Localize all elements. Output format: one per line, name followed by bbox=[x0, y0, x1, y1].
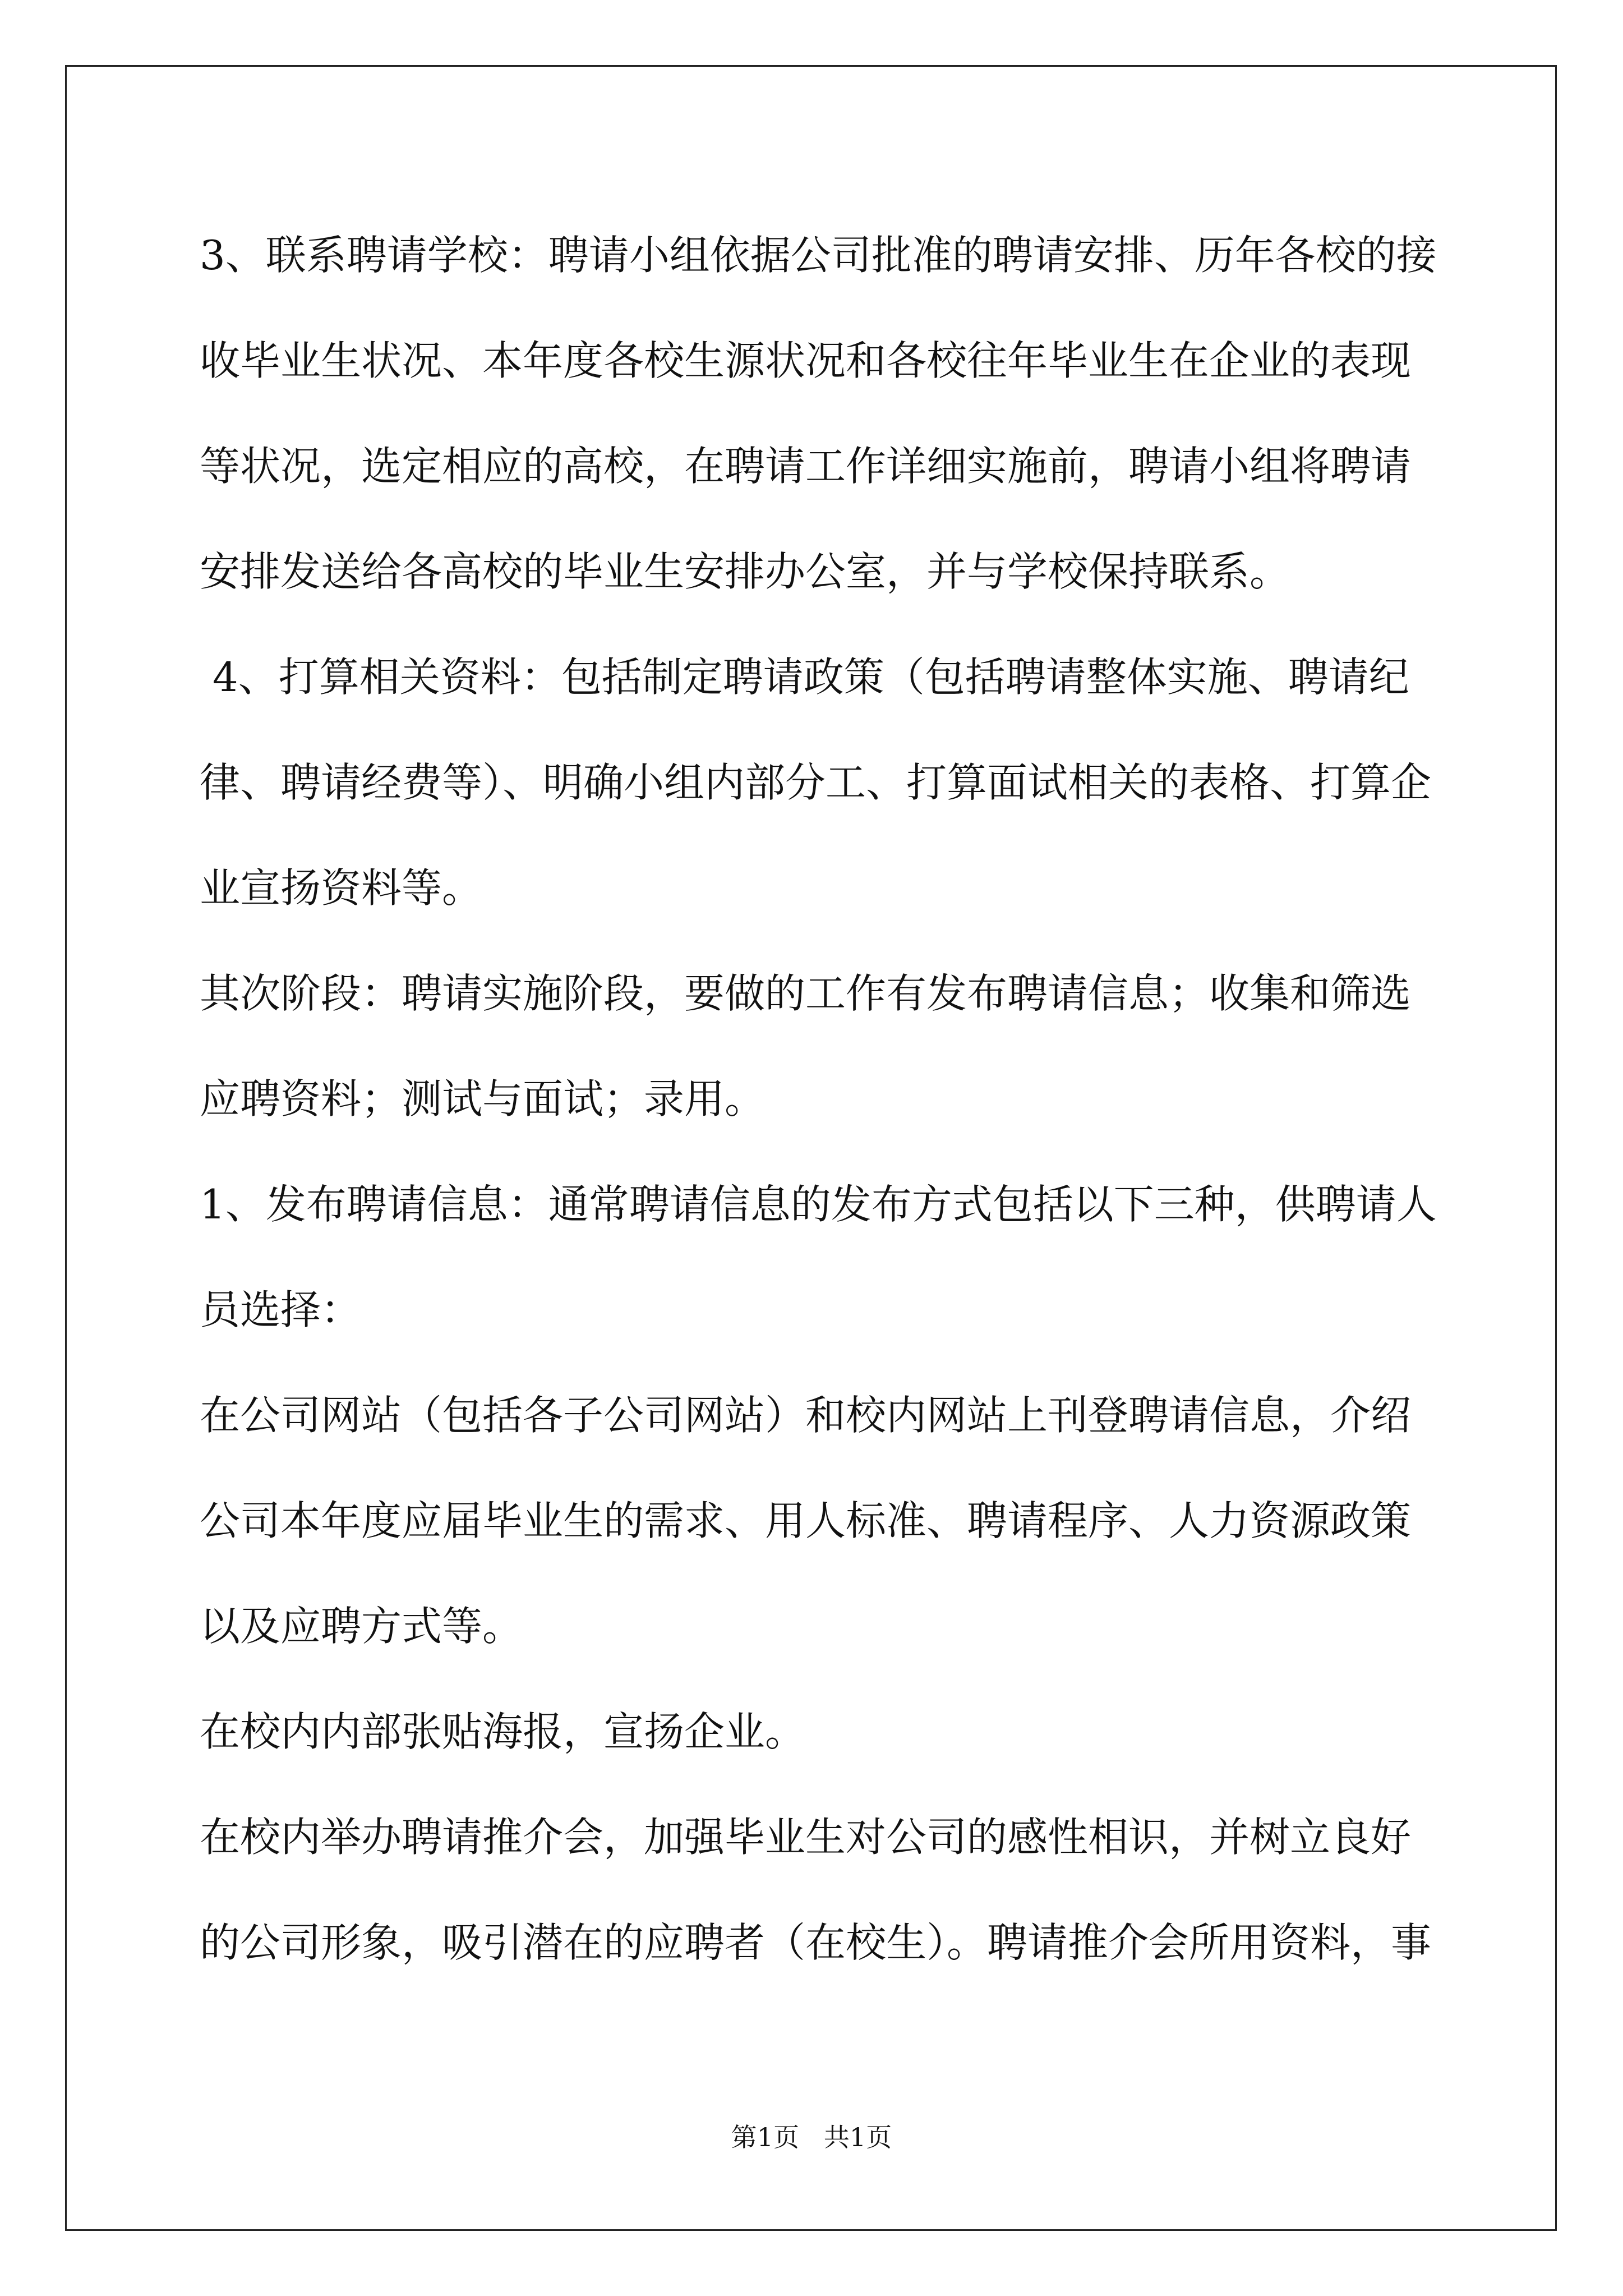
text-line: 律、聘请经费等）、明确小组内部分工、打算面试相关的表格、打算企 bbox=[200, 759, 1432, 806]
text-line: 的公司形象，吸引潜在的应聘者（在校生）。聘请推介会所用资料，事 bbox=[200, 1919, 1432, 1966]
text-line: 等状况，选定相应的高校，在聘请工作详细实施前，聘请小组将聘请 bbox=[200, 443, 1412, 490]
text-line: 其次阶段：聘请实施阶段，要做的工作有发布聘请信息；收集和筛选 bbox=[200, 970, 1412, 1017]
text-line: 3、联系聘请学校：聘请小组依据公司批准的聘请安排、历年各校的接 bbox=[200, 232, 1437, 279]
text-line: 在校内内部张贴海报，宣扬企业。 bbox=[200, 1708, 806, 1755]
text-line: 公司本年度应届毕业生的需求、用人标准、聘请程序、人力资源政策 bbox=[200, 1497, 1412, 1544]
text-line: 员选择： bbox=[200, 1286, 362, 1333]
text-line: 在公司网站（包括各子公司网站）和校内网站上刊登聘请信息，介绍 bbox=[200, 1392, 1412, 1439]
text-line: 1、发布聘请信息：通常聘请信息的发布方式包括以下三种，供聘请人 bbox=[200, 1181, 1437, 1228]
text-line: 业宣扬资料等。 bbox=[200, 864, 483, 912]
text-line: 安排发送给各高校的毕业生安排办公室，并与学校保持联系。 bbox=[200, 548, 1290, 595]
text-line: 应聘资料；测试与面试；录用。 bbox=[200, 1075, 766, 1122]
text-line: 在校内举办聘请推介会，加强毕业生对公司的感性相识，并树立良好 bbox=[200, 1814, 1412, 1861]
text-line: 收毕业生状况、本年度各校生源状况和各校往年毕业生在企业的表现 bbox=[200, 337, 1412, 384]
page-footer: 第1页 共1页 bbox=[731, 2122, 892, 2152]
text-line: 4、打算相关资料：包括制定聘请政策（包括聘请整体实施、聘请纪 bbox=[200, 654, 1409, 701]
text-line: 以及应聘方式等。 bbox=[200, 1603, 523, 1650]
document-body bbox=[200, 222, 1437, 2014]
